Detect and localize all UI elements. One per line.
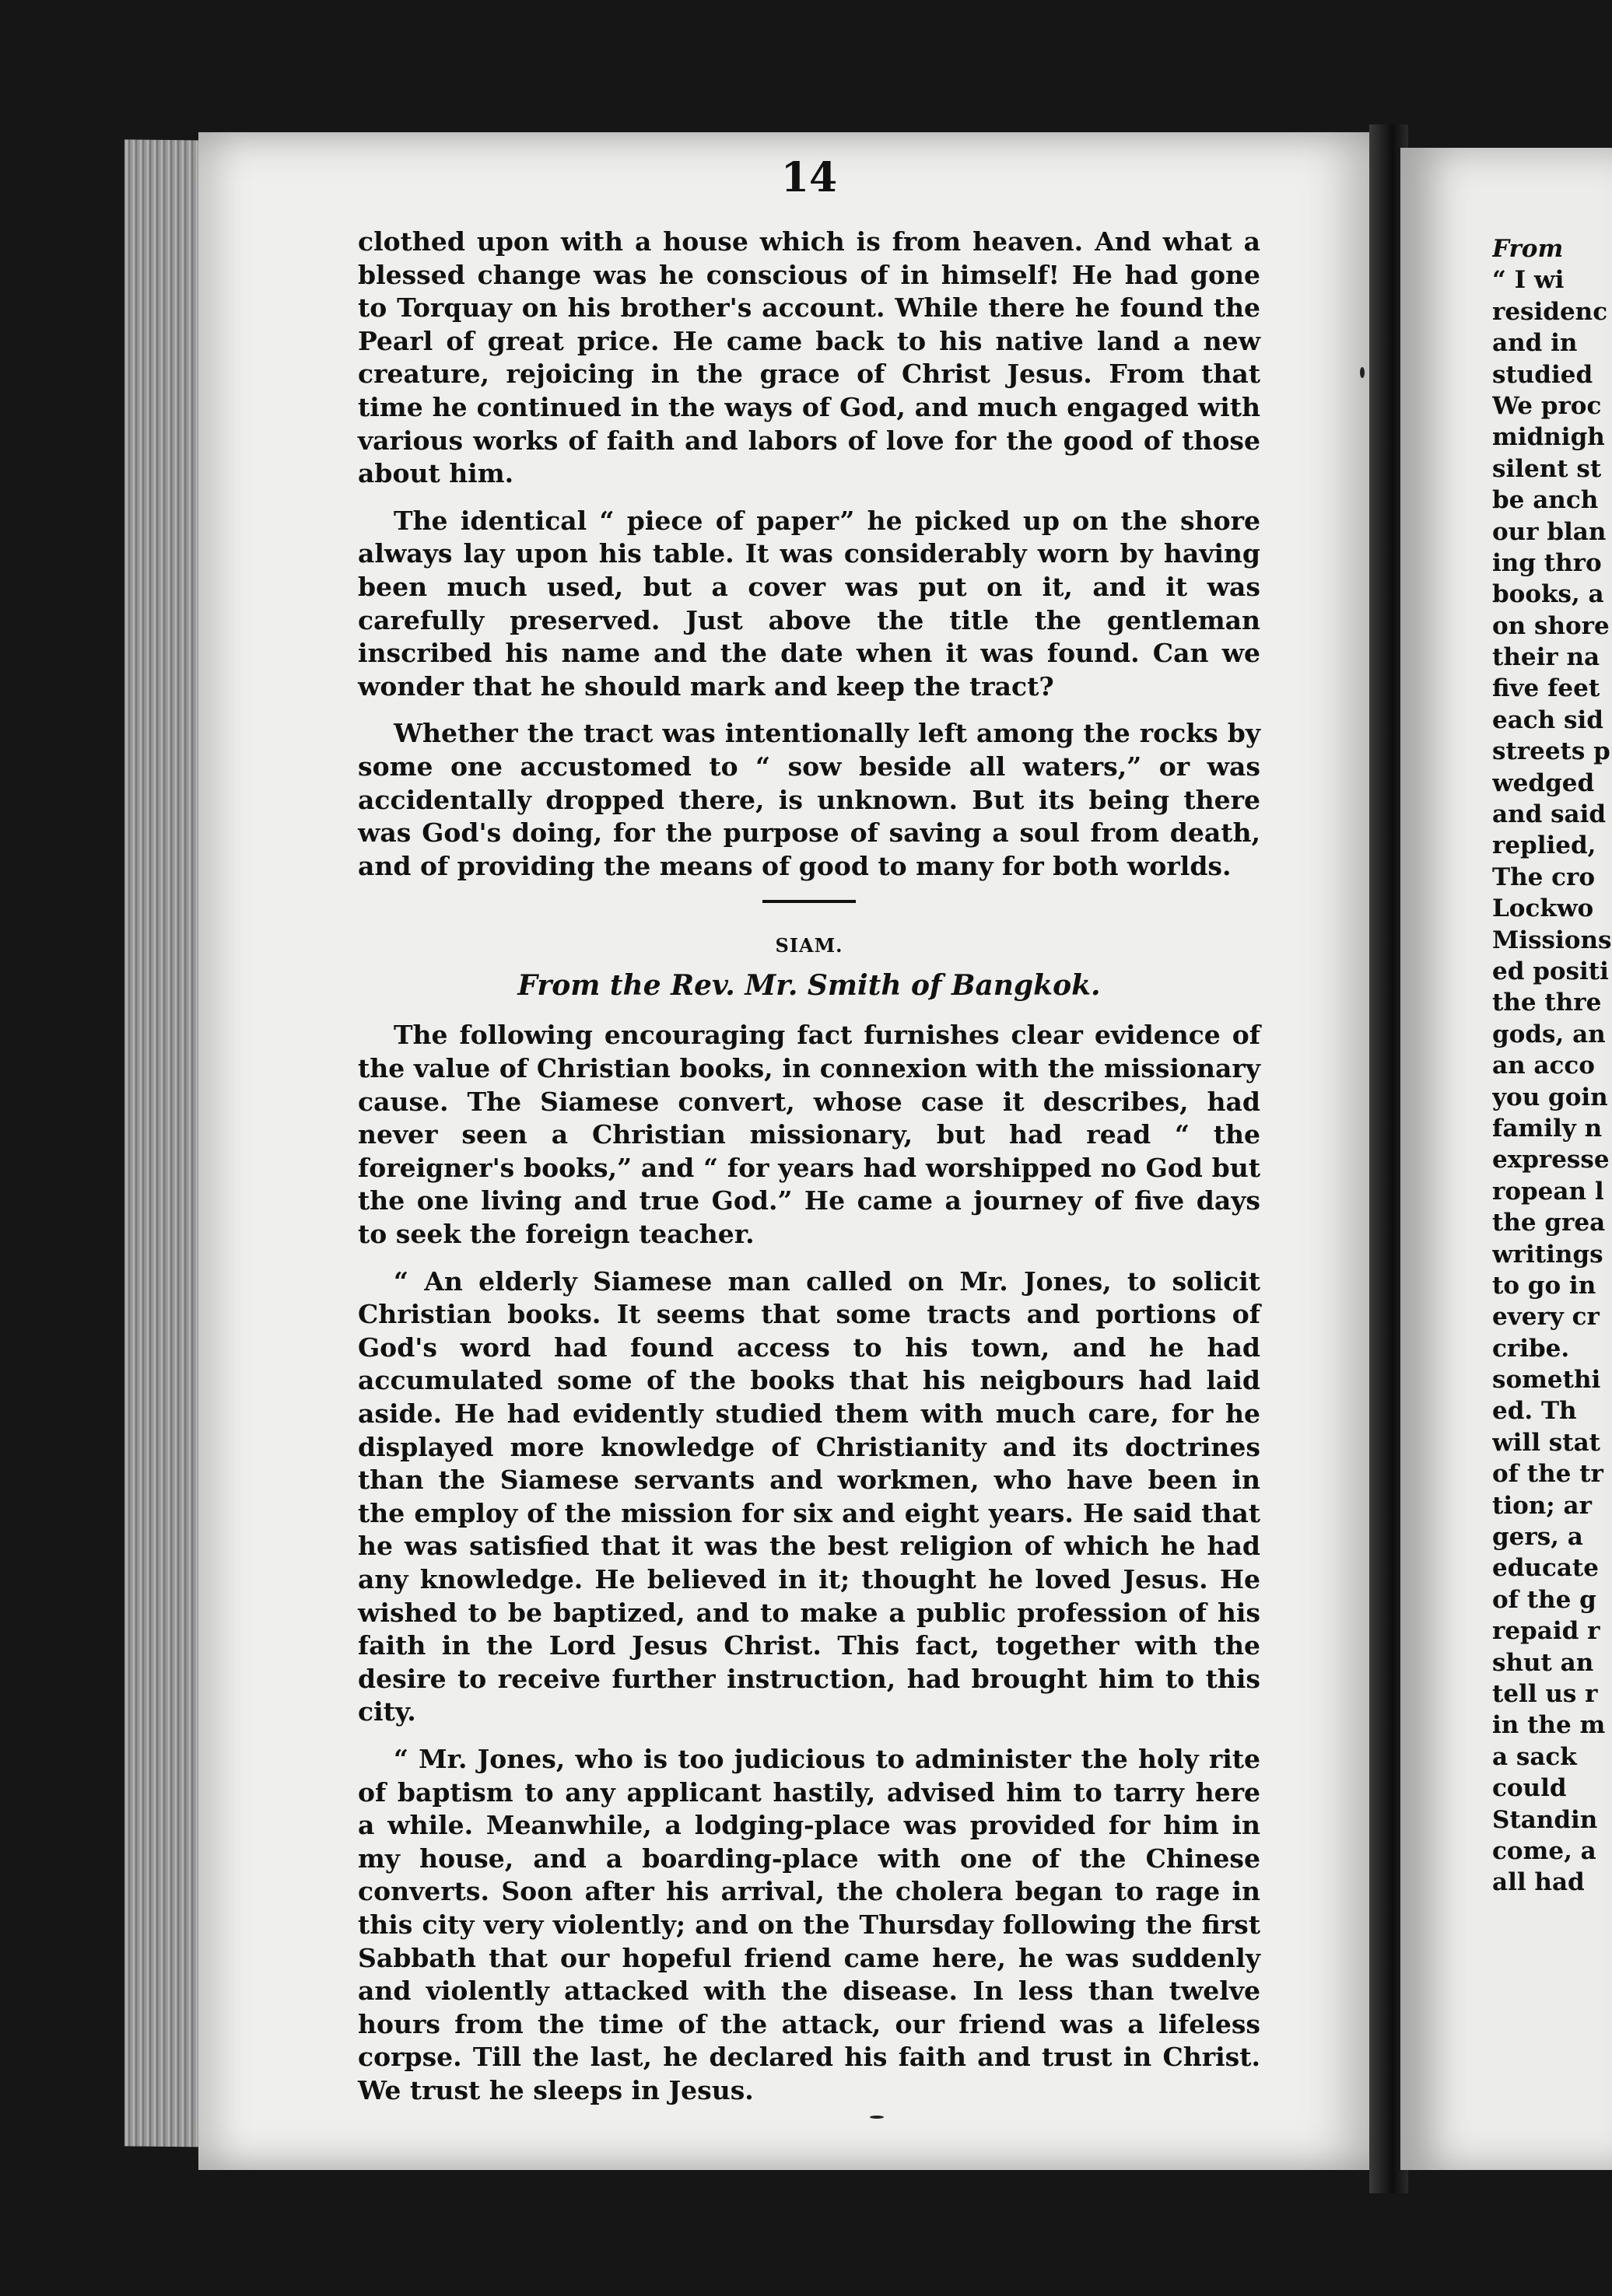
paragraph: The following encouraging fact furnishes clear evidence of the value of Christian books, in connexion with the missionary cause. The Siamese convert, whose case it describes, had never seen a Christian missionary, but had read “ the foreigner's books,” and “ for years had worshipped no God but the one living and true God.” He came a journey of five days to seek the foreign teacher.: [358, 1020, 1260, 1250]
right-page-line: come, a: [1492, 1836, 1596, 1865]
right-page-line: will stat: [1492, 1428, 1600, 1457]
right-page-line: and said: [1492, 800, 1607, 829]
right-page-line: you goin: [1492, 1083, 1608, 1111]
section-heading: SIAM.: [775, 934, 843, 957]
right-page-line: every cr: [1492, 1303, 1600, 1332]
right-page-line: a sack: [1492, 1742, 1577, 1771]
right-page-line: all had: [1492, 1868, 1585, 1897]
right-page-line: silent st: [1492, 454, 1602, 483]
right-page-line: educate: [1492, 1554, 1599, 1583]
right-page-line: residenc: [1492, 297, 1608, 326]
right-page-line: replied,: [1492, 831, 1596, 860]
paragraph: clothed upon with a house which is from heaven. And what a blessed change was he conscious of in himself! He had gone to Torquay on his brother's account. While there he found the Pearl of great price. He came back to his native land a new creature, rejoicing in the grace of Christ Jesus. From that time he continued in the ways of God, and much engaged with various works of faith and labors of love for the good of those about him.: [358, 226, 1260, 489]
right-page-line: each sid: [1492, 705, 1603, 734]
right-page-line: midnigh: [1492, 423, 1605, 452]
right-page-line: of the g: [1492, 1585, 1596, 1614]
right-page-line: could: [1492, 1774, 1567, 1803]
page-number: 14: [780, 154, 838, 201]
left-page-text: [358, 226, 1260, 2121]
right-page-line: shut an: [1492, 1648, 1594, 1677]
right-page-line: on shore: [1492, 611, 1610, 640]
right-page-line: and in: [1492, 329, 1578, 358]
right-page-line: five feet: [1492, 674, 1600, 703]
right-page-line: Standin: [1492, 1805, 1598, 1834]
right-page-line: their na: [1492, 643, 1600, 672]
right-page-line: the grea: [1492, 1209, 1606, 1237]
right-page-line: streets p: [1492, 737, 1610, 766]
paragraph: The identical “ piece of paper” he picked up on the shore always lay upon his table. It was considerably worn by having been much used, but a cover was put on it, and it was carefully preserved. Just above the title the gentleman inscribed his name and the date when it was found. Can we wonder that he should mark and keep the tract?: [358, 505, 1260, 702]
right-page-line: cribe.: [1492, 1334, 1570, 1363]
paragraph: Whether the tract was intentionally left among the rocks by some one accustomed to “ sow beside all waters,” or was accidentally dropped there, is unknown. But its being there was God's doing, for the purpose of saving a soul from death, and of providing the means of good to many for both worlds.: [358, 718, 1260, 881]
scan-speck: [1360, 367, 1365, 378]
paragraph: “ Mr. Jones, who is too judicious to administer the holy rite of baptism to any applicant hastily, advised him to tarry here a while. Meanwhile, a lodging-place was provided for him in my house, and a boarding-place with one of the Chinese converts. Soon after his arrival, the cholera began to rage in this city very violently; and on the Thursday following the first Sabbath that our hopeful friend came here, he was suddenly and violently attacked with the disease. In less than twelve hours from the time of the attack, our friend was a lifeless corpse. Till the last, he declared his faith and trust in Christ. We trust he sleeps in Jesus.: [358, 1743, 1260, 2105]
right-page-line: repaid r: [1492, 1617, 1600, 1646]
right-page-line: ropean l: [1492, 1177, 1604, 1206]
page-edges: [124, 139, 210, 2147]
section-divider: [762, 900, 856, 903]
right-page-line: expresse: [1492, 1146, 1610, 1174]
right-page-line: writings: [1492, 1240, 1603, 1269]
right-page-line: family n: [1492, 1114, 1603, 1143]
right-page-line: to go in: [1492, 1271, 1596, 1300]
right-page-line: in the m: [1492, 1711, 1606, 1740]
right-page-line: gers, a: [1492, 1523, 1583, 1552]
right-page-line: Missions: [1492, 926, 1612, 954]
right-page-text: [1492, 233, 1612, 1899]
right-page-line: studied: [1492, 360, 1593, 389]
paragraph: “ An elderly Siamese man called on Mr. Jones, to solicit Christian books. It seems that some tracts and portions of God's word had found access to his town, and he had accumulated some of the books that his neigbours had laid aside. He had evidently studied them with much care, for he displayed more knowledge of Christianity and its doctrines than the Siamese servants and workmen, who have been in the employ of the mission for six and eight years. He said that he was satisfied that it was the best religion of which he had any knowledge. He believed in it; thought he loved Jesus. He wished to be baptized, and to make a public profession of his faith in the Lord Jesus Christ. This fact, together with the desire to receive further instruction, had brought him to this city.: [358, 1265, 1260, 1727]
right-page-line: tion; ar: [1492, 1491, 1592, 1520]
right-page-line: somethi: [1492, 1366, 1601, 1395]
right-page-line: ed positi: [1492, 957, 1609, 985]
right-page-line: “ I wi: [1492, 266, 1565, 295]
right-page-line: Lockwo: [1492, 894, 1594, 923]
right-page-line: the thre: [1492, 989, 1602, 1017]
right-page-line: an acco: [1492, 1052, 1595, 1080]
right-page-line: our blan: [1492, 517, 1607, 546]
right-page-line: books, a: [1492, 580, 1604, 609]
section-subheading: From the Rev. Mr. Smith of Bangkok.: [517, 968, 1101, 1002]
right-page-line: ed. Th: [1492, 1397, 1577, 1426]
right-page-line: wedged: [1492, 768, 1595, 797]
right-page-line: be anch: [1492, 486, 1599, 515]
right-page-line: We proc: [1492, 391, 1602, 420]
right-page-line: gods, an: [1492, 1020, 1606, 1048]
right-page-line: of the tr: [1492, 1460, 1603, 1489]
right-page-line: The cro: [1492, 863, 1596, 891]
right-page-line: ing thro: [1492, 548, 1602, 577]
right-page-line: From: [1492, 235, 1564, 263]
right-page-line: tell us r: [1492, 1679, 1598, 1708]
